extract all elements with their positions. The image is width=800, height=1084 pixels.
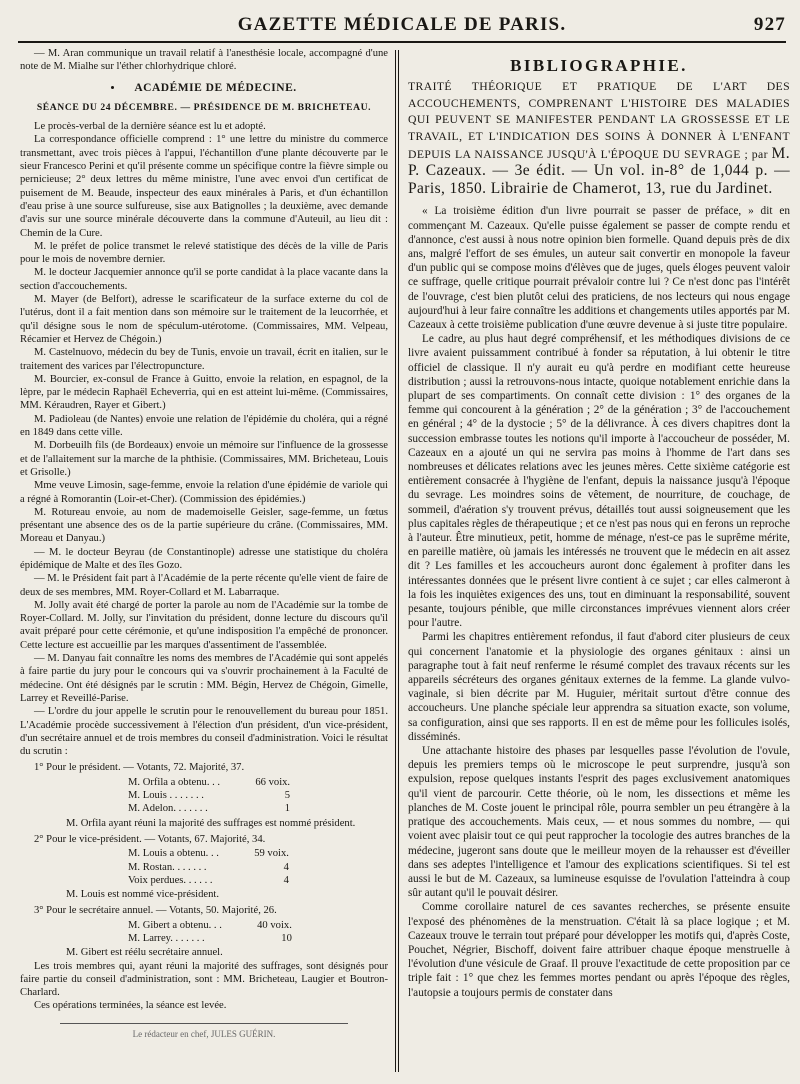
review-paragraph: Parmi les chapitres entièrement refondus, il faut d'abord citer plusieurs de ceux qui concernent l'anatomie et la physiologie des organes génitaux : ainsi un paragraphe tout à fait neuf renferme le résumé complet des travaux récents sur les appareils sécréteurs des organes génitaux externes de la femme. La glande vulvo-vaginale, si bien décrite par M. Huguier, méritait surtout d'être connue des accoucheurs. Une planche spéciale leur apprendra sa situation exacte, son volume, sa configuration, ainsi que ses rapports. Il en est de même pour les follicules isolés, disséminés.: [408, 631, 790, 743]
minutes-paragraph: — M. Danyau fait connaître les noms des membres de l'Académie qui sont appelés à faire partie du jury pour le concours qui va s'ouvrir prochainement à la Faculté de médecine. Ont été désignés par le scrutin : MM. Bégin, Hervez de Chégoin, Gimelle, Larrey et Reveillé-Parise.: [20, 653, 388, 704]
minutes-paragraph: M. le docteur Jacquemier annonce qu'il se porte candidat à la place vacante dans la section d'accouchements.: [20, 267, 388, 292]
vote-heading: 3° Pour le secrétaire annuel. — Votants, 50. Majorité, 26.: [34, 905, 277, 917]
academie-title: ACADÉMIE DE MÉDECINE.: [20, 82, 388, 95]
vote-table: [128, 919, 292, 946]
right-column: [408, 47, 790, 1000]
minutes-paragraph: M. Padioleau (de Nantes) envoie une relation de l'épidémie du choléra, qui a régné en 1849 dans cette ville.: [20, 413, 388, 439]
page-number: 927: [753, 14, 786, 35]
minutes-paragraph: M. Castelnuovo, médecin du bey de Tunis, envoie un travail, écrit en italien, sur le traitement des varices par l'électropuncture.: [20, 347, 388, 372]
vote-heading: 1° Pour le président. — Votants, 72. Majorité, 37.: [34, 762, 245, 774]
aran-note: — M. Aran communique un travail relatif à l'anesthésie locale, accompagné d'une note de M. Mialhe sur l'éther chlorhydrique chloré.: [20, 48, 388, 73]
page-header: [18, 14, 786, 40]
vote-row: M. Louis . . . . . . . 5: [128, 790, 291, 802]
minutes-paragraph: M. Bourcier, ex-consul de France à Guitto, envoie la relation, en espagnol, de la lèpre, par le médecin Raphaël Echeverria, qui en est atteint lui-même. (Commissaires, MM. Kéraudren, Rayer et Gibert.): [20, 373, 388, 412]
vote-row: M. Orfila a obtenu. . . 66 voix.: [128, 776, 291, 788]
review-paragraph: Une attachante histoire des phases par lesquelles passe l'évolution de l'ovule, depuis les premiers temps où le microscope le peut surprendre, jusqu'à son expulsion, repose quelques instants l'esprit des pages exclusivement anatomiques qu'il vient de parcourir. Cette théorie, où le nom, les dissections et même les planches de M. Coste jouent le principal rôle, pourra sembler un peu étrangère à la pratique des accouchements. Mais ceux, — et nous sommes du nombre, — qui voient avec plaisir tout ce qui peut rapprocher la tocologie des autres branches de la médecine, jugeront sans doute que le meilleur moyen de la rehausser est d'éveiller dans ses adeptes l'intelligence et l'amour des explications scientifiques. Si tel est aussi le but de M. Cazeaux, sa lumineuse esquisse de l'ovulation l'atteindra à coup sûr autant qu'il le pouvait désirer.: [408, 745, 790, 900]
vote-result: M. Orfila ayant réuni la majorité des suffrages est nommé président.: [66, 817, 356, 829]
vote-row: M. Louis a obtenu. . . 59 voix.: [128, 848, 289, 860]
vote-row: Voix perdues. . . . . . 4: [128, 874, 289, 886]
treatise-reference: [408, 79, 790, 198]
minutes-paragraph: M. Rotureau envoie, au nom de mademoiselle Geisler, sage-femme, un fœtus présentant une absence des os de la partie supérieure du crâne. (Commissaires, MM. Moreau et Danyau.): [20, 506, 388, 545]
minutes-paragraph: Le procès-verbal de la dernière séance est lu et adopté.: [34, 121, 266, 133]
review-paragraph: Le cadre, au plus haut degré compréhensif, et les méthodiques divisions de ce livre avaient puissamment contribué à fonder sa réputation, à lui obtenir le titre officiel de classique. Il n'y aurait eu qu'à perdre en modifiant cette heureuse distribution ; aussi la retrouvons-nous intacte, quoique notablement enrichie dans la plupart de ses compartiments. On connaît cette division : 1° des organes de la femme qui concourent à la génération ; 2° de la génération ; 3° de l'accouchement en général ; 4° de la dystocie ; 5° de la délivrance. À ces divers chapitres dont la succession embrasse toutes les notions qu'il importe à l'accoucheur de posséder, M. Cazeaux en a ajouté un qui ne servira pas moins à l'homme de l'art dans ses nombreuses et délicates relations avec les jeunes mères. Cette sixième catégorie est entièrement consacrée à l'hygiène de l'enfant, depuis la naissance jusqu'à l'époque du sevrage. Les moindres soins de vêtement, de nourriture, de couchage, de sommeil, d'aération s'y trouvent prévus, détaillés tout aussi soigneusement que les plus capitales règles de thérapeutique ; et ce n'est pas nous qui en ferons un reproche à l'auteur. Être minutieux, petit, homme de ménage, n'est-ce pas le suprême mérite, en pareille matière, où jamais les intéressés ne trouvent que le médecin en ait assez dit ? Les familles et les accoucheurs auront donc également à profiter dans les intéressantes données que le présent livre contient à ce sujet ; car elles calmeront à la fois les inquiètes exigences des uns, tout en diminuant la responsabilité, souvent pesante, toujours pénible, que mille circonstances imprévues viennent alors créer pour l'autre.: [408, 333, 790, 630]
closing-paragraph: Ces opérations terminées, la séance est levée.: [34, 1000, 227, 1012]
vote-table: [128, 776, 290, 816]
vote-row: M. Adelon. . . . . . . 1: [128, 803, 291, 815]
journal-title: GAZETTE MÉDICALE DE PARIS.: [237, 14, 567, 35]
vote-row: M. Gibert a obtenu. . . 40 voix.: [128, 919, 292, 931]
vote-heading: 2° Pour le vice-président. — Votants, 67. Majorité, 34.: [34, 833, 266, 845]
minutes-paragraph: — L'ordre du jour appelle le scrutin pour le renouvellement du bureau pour 1851. L'Académie procède successivement à l'élection d'un président, d'un vice-président, d'un secrétaire annuel et de trois membres du conseil d'administration. Voici le résultat du scrutin :: [20, 706, 388, 758]
header-rule: [18, 41, 786, 43]
minutes-paragraph: — M. le Président fait part à l'Académie de la perte récente qu'elle vient de faire de deux de ses membres, MM. Royer-Collard et M. Labarraque.: [20, 573, 388, 598]
column-divider: [395, 50, 396, 1072]
bullet-dot: [111, 86, 114, 89]
vote-row: M. Rostan. . . . . . . 4: [128, 861, 289, 873]
review-paragraph: Comme corollaire naturel de ces savantes recherches, se présente ensuite l'exposé des phénomènes de la menstruation. C'était là sa place logique ; et M. Cazeaux trouve le terrain tout préparé pour développer les motifs qui, d'après Coste, Pouchet, Négrier, Bischoff, doivent faire attribuer chaque époque menstruelle à l'évolution d'une vésicule de Graaf. Il prouve l'exactitude de cette proposition par ce triple fait : 1° que chez les femmes mortes pendant ou après l'époque des règles, l'autopsie a toujours permis de constater dans: [408, 901, 790, 999]
vote-table: [128, 847, 289, 887]
vote-result: M. Louis est nommé vice-président.: [66, 889, 219, 901]
session-heading: SÉANCE DU 24 DÉCEMBRE. — PRÉSIDENCE DE M. BRICHETEAU.: [36, 101, 372, 113]
vote-row: M. Larrey. . . . . . . 10: [128, 933, 292, 944]
vote-result: M. Gibert est réélu secrétaire annuel.: [66, 947, 223, 959]
treatise-publication: M. P. Cazeaux. — 3e édit. — Un vol. in-8° de 1,044 p. — Paris, 1850. Librairie de Chamerot, 13, rue du Jardinet.: [408, 144, 790, 197]
minutes-paragraph: — M. le docteur Beyrau (de Constantinople) adresse une statistique du choléra épidémique de Malte et des îles Gozo.: [20, 546, 388, 571]
minutes-paragraph: La correspondance officielle comprend : 1° une lettre du ministre du commerce transmettant, avec trois pièces à l'appui, l'échantillon d'une plante découverte par le sieur Francesco Perini et qu'il présente comme un spécifique contre la fièvre simple ou pernicieuse; 2° deux lettres du même ministre, l'une avec envoi d'un certificat de puisement de M. Beaude, inspecteur des eaux minérales à Paris, et d'un échantillon d'eau prise à une source sulfureuse, sise aux Batignolles ; la deuxième, avec demande d'avis sur une source minérale découverte dans la commune d'Auteuil, au lieu dit : Chemin de la Cure.: [20, 134, 388, 239]
minutes-paragraph: M. le préfet de police transmet le relevé statistique des décès de la ville de Paris pour le mois de novembre dernier.: [20, 240, 388, 266]
minutes-paragraph: Mme veuve Limosin, sage-femme, envoie la relation d'une épidémie de variole qui a régné à Romorantin (Loir-et-Cher). (Commission des épidémies.): [20, 480, 388, 505]
editor-line: Le rédacteur en chef, JULES GUÉRIN.: [132, 1028, 276, 1039]
minutes-paragraph: M. Mayer (de Belfort), adresse le scarificateur de la surface externe du col de l'utérus, dont il a fait mention dans son mémoire sur le traitement de la leucorrhée, et qu'il désigne sous le nom de spéculum-utérotome. (Commissaires, MM. Velpeau, Récamier et Hervez de Chégoin.): [20, 294, 388, 345]
minutes-paragraph: M. Dorbeuilh fils (de Bordeaux) envoie un mémoire sur l'influence de la grossesse et de l'allaitement sur la marche de la phthisie. (Commissaires, MM. Bricheteau, Louis et Grisolle.): [20, 440, 388, 478]
minutes-paragraph: M. Jolly avait été chargé de porter la parole au nom de l'Académie sur la tombe de Royer-Collard. M. Jolly, sur l'invitation du président, donne lecture du discours qu'il avait préparé pour cette cérémonie, et qu'une indisposition l'a empêché de prononcer. Cette lecture est accueillie par les marques d'assentiment de l'assemblée.: [20, 599, 388, 651]
bibliographie-title: BIBLIOGRAPHIE.: [510, 56, 688, 75]
closing-paragraph: Les trois membres qui, ayant réuni la majorité des suffrages, sont désignés pour faire partie du conseil d'administration, sont : MM. Bricheteau, Laugier et Boutron-Charlard.: [20, 960, 388, 999]
review-paragraph: « La troisième édition d'un livre pourrait se passer de préface, » dit en commençant M. Cazeaux. Qu'elle puisse également se passer de compte rendu et d'annonce, c'est aussi à nous notre opinion bien formelle. Quand depuis près de dix ans, malgré l'effort de ses émules, un auteur sait convertir en monopole la faveur d'un public qui se compose moins d'élèves que de juges, quels éloges peuvent valoir ce suffrage, quelle critique pourrait prévaloir contre lui ? Ce n'est donc pas l'intérêt de l'ouvrage, c'est bien plutôt celui des praticiens, de nos lecteurs qui nous engage aujourd'hui à leur faire connaître les additions et changements utiles apportés par M. Cazeaux à cette troisième publication d'une œuvre devenue à si juste titre populaire.: [408, 205, 790, 331]
left-column: [20, 47, 388, 1041]
treatise-title: TRAITÉ THÉORIQUE ET PRATIQUE DE L'ART DES ACCOUCHEMENTS, COMPRENANT L'HISTOIRE DES MALADIES QUI PEUVENT SE MANIFESTER PENDANT LA GROSSESSE ET LE TRAVAIL, ET L'INDICATION DES SOINS À DONNER À L'ENFANT DEPUIS LA NAISSANCE JUSQU'À L'ÉPOQUE DU SEVRAGE ; par: [408, 80, 790, 161]
